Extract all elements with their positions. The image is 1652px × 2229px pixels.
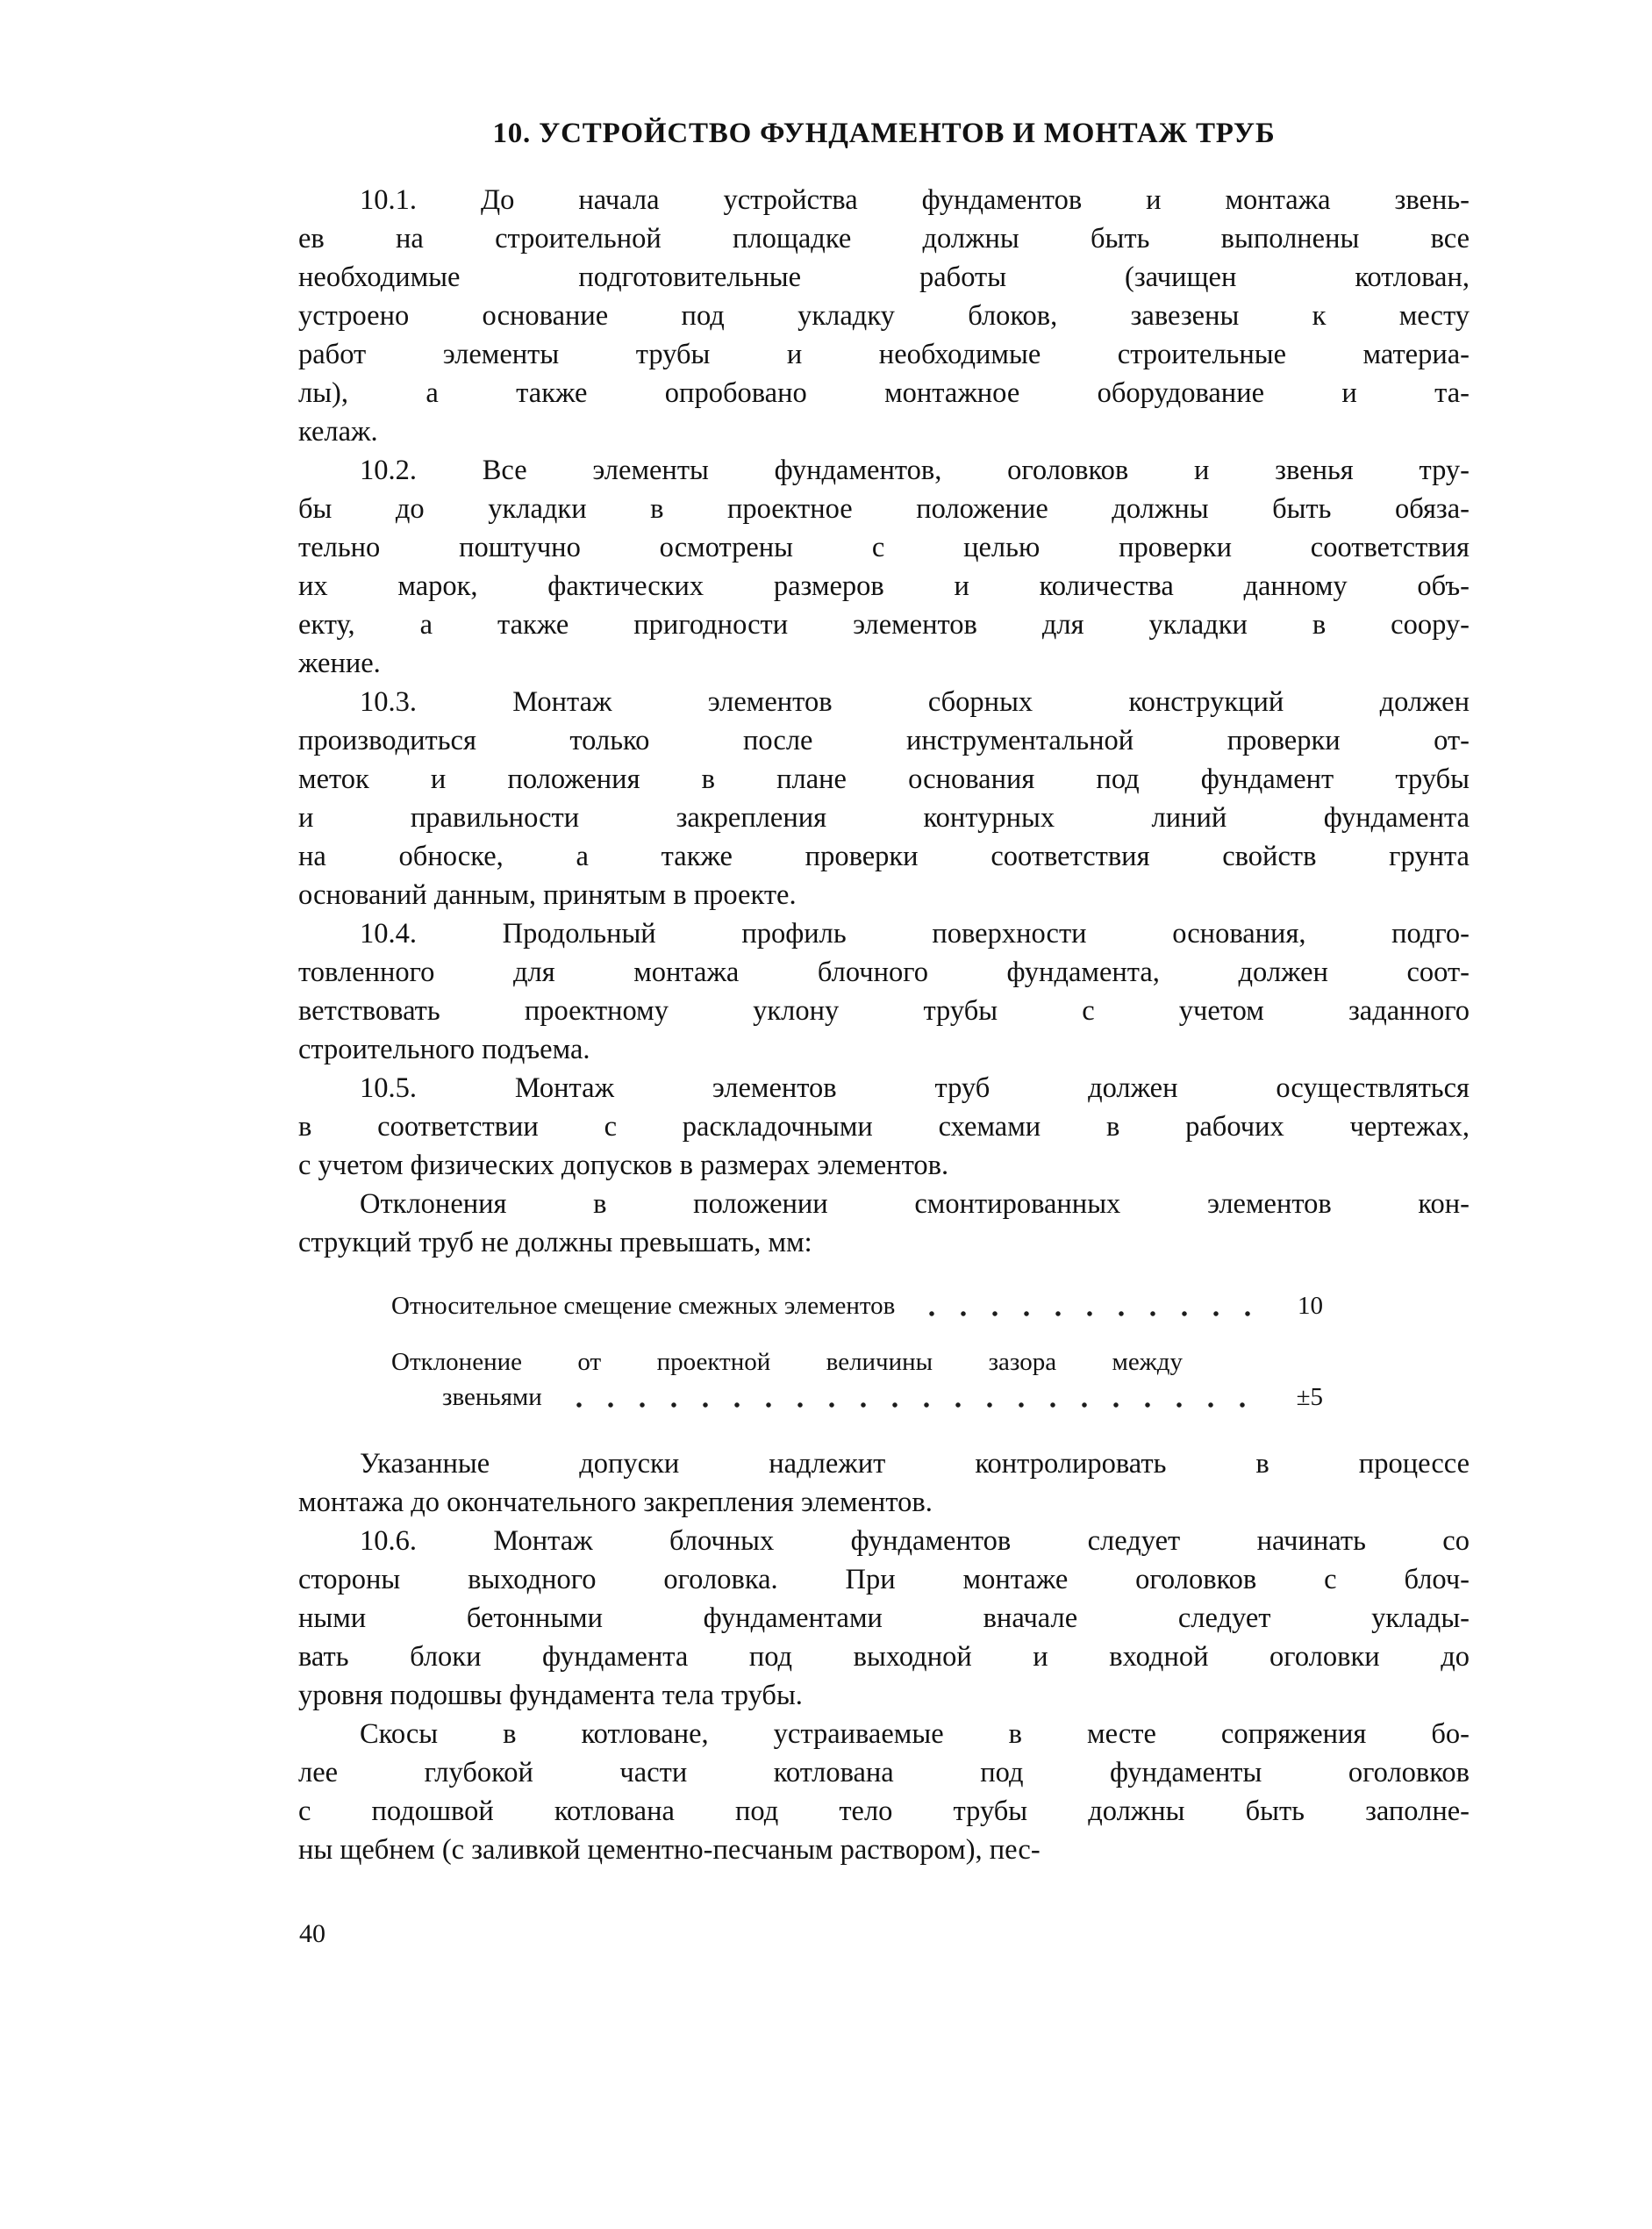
paragraph [298, 1522, 1470, 1715]
text-line: с подошвой котлована под тело трубы должны быть заполне- [298, 1795, 1470, 1827]
text-line: 10.4. Продольный профиль поверхности основания, подго- [360, 918, 1470, 950]
text-line: Скосы в котловане, устраиваемые в месте сопряжения бо- [360, 1718, 1470, 1750]
text-line: Указанные допуски надлежит контролировать в процессе [360, 1448, 1470, 1480]
paragraph [298, 1069, 1470, 1185]
text-line: производиться только после инструментальной проверки от- [298, 725, 1470, 756]
text-line: 10.2. Все элементы фундаментов, оголовков и звенья тру- [360, 455, 1470, 486]
paragraph [298, 683, 1470, 914]
text-line: тельно поштучно осмотрены с целью проверки соответствия [298, 532, 1470, 563]
text-line: вать блоки фундамента под выходной и входной оголовки до [298, 1641, 1470, 1673]
page-number: 40 [299, 1919, 325, 1948]
text-line: уровня подошвы фундамента тела трубы. [298, 1680, 803, 1711]
tolerance-value-line [391, 1288, 1323, 1323]
tolerance-label: Относительное смещение смежных элементов [391, 1292, 896, 1320]
paragraph [298, 451, 1470, 683]
paragraph [298, 1715, 1470, 1869]
text-line: работ элементы трубы и необходимые строительные материа- [298, 339, 1470, 370]
text-line: их марок, фактических размеров и количества данному объ- [298, 570, 1470, 602]
text-line: бы до укладки в проектное положение должны быть обяза- [298, 493, 1470, 525]
paragraph [298, 1185, 1470, 1262]
tolerance-list [391, 1288, 1323, 1415]
text-line: монтажа до окончательного закрепления элементов. [298, 1487, 933, 1518]
text-line: ными бетонными фундаментами вначале следует уклады- [298, 1602, 1470, 1634]
tolerance-label-line: Отклонение от проектной величины зазора между [391, 1348, 1183, 1376]
text-line: необходимые подготовительные работы (зачищен котлован, [298, 262, 1470, 293]
tolerance-item [391, 1344, 1323, 1415]
text-line: лы), а также опробовано монтажное оборудование и та- [298, 377, 1470, 409]
text-line: 10.5. Монтаж элементов труб должен осуществляться [360, 1072, 1470, 1104]
text-line: струкций труб не должны превышать, мм: [298, 1227, 812, 1258]
text-line: с учетом физических допусков в размерах элементов. [298, 1150, 949, 1181]
text-line: стороны выходного оголовка. При монтаже оголовков с блоч- [298, 1564, 1470, 1595]
text-line: лее глубокой части котлована под фундаменты оголовков [298, 1757, 1470, 1788]
text-line: на обноске, а также проверки соответствия свойств грунта [298, 841, 1470, 872]
text-line: екту, а также пригодности элементов для укладки в соору- [298, 609, 1470, 641]
text-line: ны щебнем (с заливкой цементно-песчаным раствором), пес- [298, 1834, 1041, 1866]
text-line: устроено основание под укладку блоков, завезены к месту [298, 300, 1470, 332]
tolerance-value: ±5 [1296, 1383, 1323, 1411]
text-line: строительного подъема. [298, 1034, 590, 1065]
dot-leader [911, 1297, 1269, 1323]
tolerance-item [391, 1288, 1323, 1323]
paragraph [298, 914, 1470, 1069]
paragraph [298, 181, 1470, 451]
tolerance-label: звеньями [442, 1383, 542, 1411]
tolerance-value-line [391, 1380, 1323, 1415]
text-line: меток и положения в плане основания под фундамент трубы [298, 763, 1470, 795]
text-line: и правильности закрепления контурных линий фундамента [298, 802, 1470, 834]
text-line: Отклонения в положении смонтированных элементов кон- [360, 1188, 1470, 1220]
text-line: в соответствии с раскладочными схемами в рабочих чертежах, [298, 1111, 1470, 1143]
paragraph [298, 1444, 1470, 1522]
text-line: 10.6. Монтаж блочных фундаментов следует начинать со [360, 1525, 1470, 1557]
text-line: товленного для монтажа блочного фундамента, должен соот- [298, 957, 1470, 988]
text-line: ветствовать проектному уклону трубы с учетом заданного [298, 995, 1470, 1027]
dot-leader [558, 1388, 1269, 1415]
section-heading: 10. УСТРОЙСТВО ФУНДАМЕНТОВ И МОНТАЖ ТРУБ [492, 118, 1276, 149]
text-line: оснований данным, принятым в проекте. [298, 879, 797, 911]
text-line: ев на строительной площадке должны быть выполнены все [298, 223, 1470, 254]
text-line: келаж. [298, 416, 378, 448]
tolerance-value: 10 [1298, 1292, 1323, 1320]
text-line: 10.1. До начала устройства фундаментов и монтажа звень- [360, 184, 1470, 216]
text-line: жение. [298, 648, 381, 679]
text-line: 10.3. Монтаж элементов сборных конструкций должен [360, 686, 1470, 718]
document-body [298, 181, 1470, 1869]
